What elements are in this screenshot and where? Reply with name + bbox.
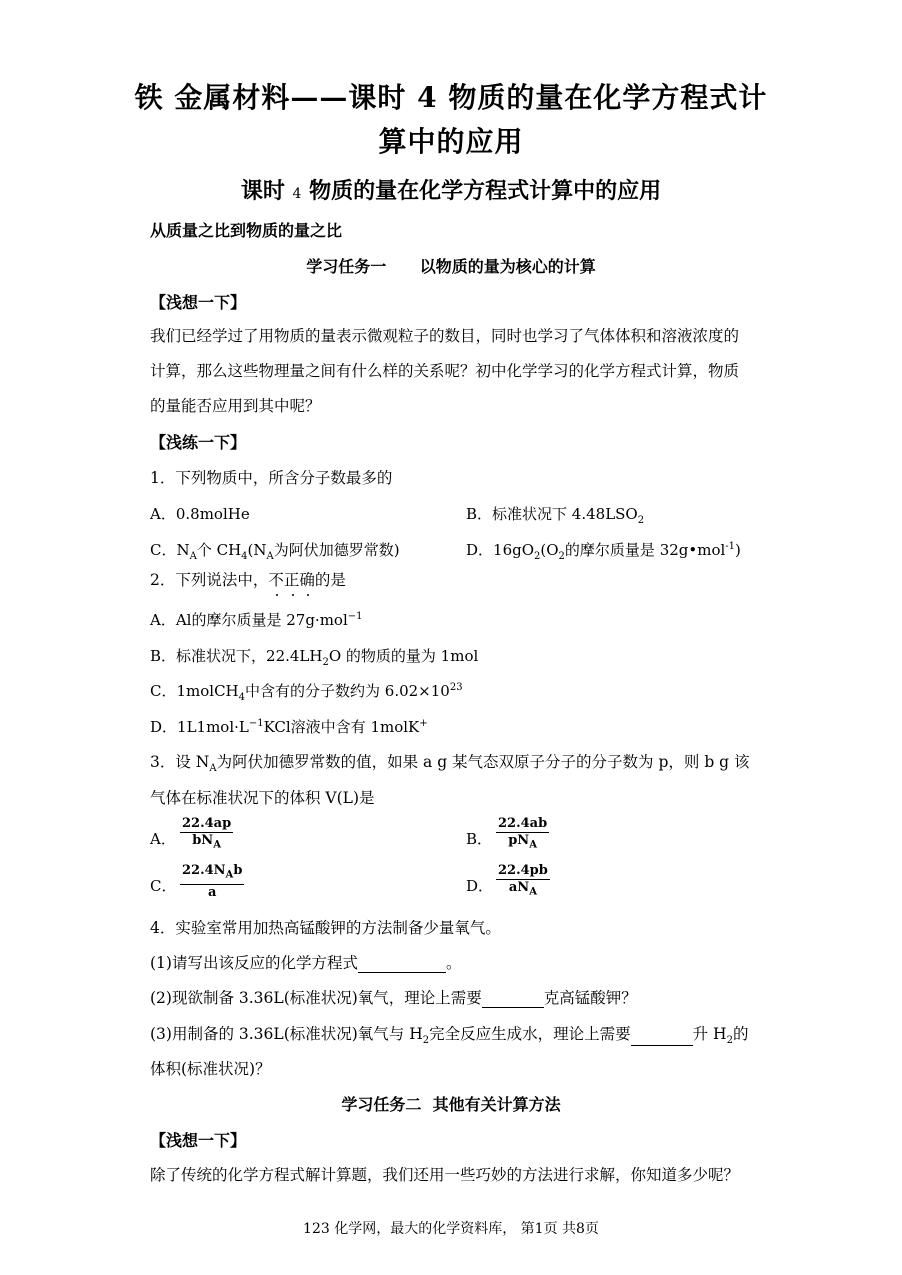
q2-text-pre: 2．下列说法中，: [150, 571, 269, 589]
q3-option-b-fraction: [496, 816, 549, 854]
q3-d-den-sub: A: [529, 886, 537, 898]
q3-a-den-text: bN: [192, 833, 214, 848]
q1-option-d: [466, 539, 741, 562]
lesson-subtitle: [0, 174, 902, 205]
q2-a-t: A．Al的摩尔质量是 27g·mol: [150, 611, 348, 629]
q3-a-den-sub: A: [213, 839, 221, 851]
q2-a-sup: −1: [347, 611, 363, 622]
q4-3-t3: 升 H: [692, 1025, 727, 1043]
q4-3-t2: 完全反应生成水，理论上需要: [429, 1025, 631, 1043]
q1-c-t4: 为阿伏加德罗常数): [273, 541, 400, 559]
task1-heading: 学习任务一 以物质的量为核心的计算: [306, 257, 596, 276]
q1-c-t3: (N: [247, 541, 267, 559]
page-footer: 123 化学网，最大的化学资料库， 第1页 共8页: [303, 1221, 599, 1237]
q1-c-s2: 4: [241, 551, 248, 562]
para1-line1: 我们已经学过了用物质的量表示微观粒子的数目，同时也学习了气体体积和溶液浓度的: [150, 327, 740, 345]
q4-1-t2: 。: [445, 954, 462, 972]
q3-c-num-t2: b: [233, 863, 243, 878]
q2-c-t2: 中含有的分子数约为 6.02×10: [245, 682, 450, 700]
q4-3-t1: (3)用制备的 3.36L(标准状况)氧气与 H: [150, 1025, 423, 1043]
q3-b-numerator: 22.4ab: [498, 816, 548, 831]
question-4: 4．实验室常用加热高锰酸钾的方法制备少量氧气。: [150, 919, 501, 937]
q1-d-t4: ): [735, 541, 741, 559]
q2-option-d: [150, 716, 428, 737]
q2-b-t2: O 的物质的量为 1mol: [328, 647, 479, 665]
question-1: 1．下列物质中，所含分子数最多的: [150, 469, 393, 487]
q1-b-sub: 2: [637, 515, 645, 526]
q1-option-c: [150, 539, 400, 562]
q4-2-t2: 克高锰酸钾？: [543, 989, 637, 1007]
q3-d-den-text: aN: [508, 880, 530, 895]
subtitle-text: 物质的量在化学方程式计算中的应用: [309, 178, 662, 204]
q4-2-t1: (2)现欲制备 3.36L(标准状况)氧气，理论上需要: [150, 989, 482, 1007]
q4-part-1: [150, 951, 461, 973]
q1-c-s1: A: [189, 551, 197, 562]
subtitle-prefix: 课时: [240, 178, 285, 204]
q4-3-sub1: 2: [422, 1035, 430, 1047]
q3-option-a-fraction: [180, 816, 233, 854]
q3-t2: 为阿伏加德罗常数的值，如果 a g 某气态双原子分子的分子数为 p，则 b g 该: [216, 753, 750, 771]
q4-part-3: [150, 1022, 748, 1046]
page-title-line2: 算中的应用: [378, 125, 524, 158]
q1-option-b: [466, 503, 644, 526]
q1-d-t1: D．16gO: [466, 541, 535, 559]
task2-heading: 学习任务二 其他有关计算方法: [341, 1095, 561, 1114]
q3-b-den-text: pN: [508, 833, 530, 848]
q2-c-t1: C．1molCH: [150, 682, 239, 700]
q2-b-t1: B．标准状况下，22.4LH: [150, 647, 323, 665]
q1-d-t2: (O: [540, 541, 559, 559]
q3-t1: 3．设 N: [150, 753, 210, 771]
q1-d-s2: 2: [558, 551, 565, 562]
q3-c-num-t1: 22.4N: [182, 863, 226, 878]
q3-a-numerator: 22.4ap: [182, 816, 232, 831]
q1-d-s1: 2: [534, 551, 541, 562]
q4-3-sub2: 2: [726, 1035, 733, 1047]
q1-option-a: A．0.8molHe: [150, 505, 250, 523]
q3-option-d-fraction: [496, 863, 550, 901]
practice-label: 【浅练一下】: [150, 433, 247, 452]
think-label-1: 【浅想一下】: [150, 293, 247, 312]
q2-text-post: 的是: [314, 571, 346, 589]
q4-part-3-line2: 体积(标准状况)？: [150, 1060, 271, 1078]
q3-sub: A: [209, 763, 217, 775]
q2-emphasis-3: 确: [299, 568, 315, 590]
q4-1-answer-blank[interactable]: [358, 956, 446, 973]
question-3-line1: [150, 750, 750, 774]
q3-option-c-label: C．: [150, 877, 177, 895]
q3-option-d-label: D．: [466, 877, 494, 895]
q3-d-denominator: [496, 880, 550, 901]
q2-c-sup: 23: [449, 682, 463, 693]
q1-c-s3: A: [266, 551, 274, 562]
q3-option-c-fraction: [180, 863, 244, 901]
think-label-2: 【浅想一下】: [150, 1131, 247, 1150]
para1-line3: 的量能否应用到其中呢？: [150, 397, 321, 415]
q2-emphasis-2: 正: [284, 568, 300, 590]
q3-b-den-sub: A: [529, 839, 537, 851]
q3-c-numerator: [180, 863, 244, 885]
q2-c-sub: 4: [238, 692, 246, 703]
q2-d-sup1: −1: [248, 718, 264, 729]
q2-b-sub: 2: [322, 657, 329, 668]
q1-d-t3: 的摩尔质量是 32g•mol: [564, 541, 726, 559]
question-3-line2: 气体在标准状况下的体积 V(L)是: [150, 789, 375, 807]
q2-d-sup2: +: [419, 718, 428, 729]
q3-option-a-label: A．: [150, 830, 176, 848]
q4-3-t4: 的: [732, 1025, 749, 1043]
section-heading: 从质量之比到物质的量之比: [150, 221, 343, 240]
q2-option-b: [150, 645, 478, 668]
q3-d-numerator: 22.4pb: [498, 863, 548, 878]
q3-a-denominator: [180, 833, 233, 854]
page-title-line1: 铁 金属材料——课时 4 物质的量在化学方程式计: [134, 81, 768, 114]
q4-1-t1: (1)请写出该反应的化学方程式: [150, 954, 358, 972]
q3-c-num-sub: A: [225, 869, 234, 881]
q1-d-sup: -1: [725, 541, 736, 552]
q4-2-answer-blank[interactable]: [482, 991, 544, 1008]
q1-c-t2: 个 CH: [196, 541, 242, 559]
q2-option-c: [150, 680, 463, 703]
q4-part-2: [150, 986, 637, 1008]
q2-emphasis-1: 不: [268, 568, 284, 590]
q3-b-denominator: [496, 833, 549, 854]
q4-3-answer-blank[interactable]: [631, 1029, 693, 1046]
para2: 除了传统的化学方程式解计算题，我们还用一些巧妙的方法进行求解，你知道多少呢？: [150, 1166, 740, 1184]
q2-d-t2: KCl溶液中含有 1molK: [263, 718, 420, 736]
q3-option-b-label: B．: [466, 830, 493, 848]
q1-c-t1: C．N: [150, 541, 190, 559]
q2-d-t1: D．1L1mol·L: [150, 718, 249, 736]
q1-b-text: B．标准状况下 4.48LSO: [466, 505, 638, 523]
question-2: [150, 568, 346, 590]
para1-line2: 计算，那么这些物理量之间有什么样的关系呢？初中化学学习的化学方程式计算，物质: [150, 362, 740, 380]
q2-option-a: [150, 609, 363, 630]
subtitle-number: 4: [292, 186, 302, 202]
q3-c-denominator: a: [207, 884, 217, 900]
